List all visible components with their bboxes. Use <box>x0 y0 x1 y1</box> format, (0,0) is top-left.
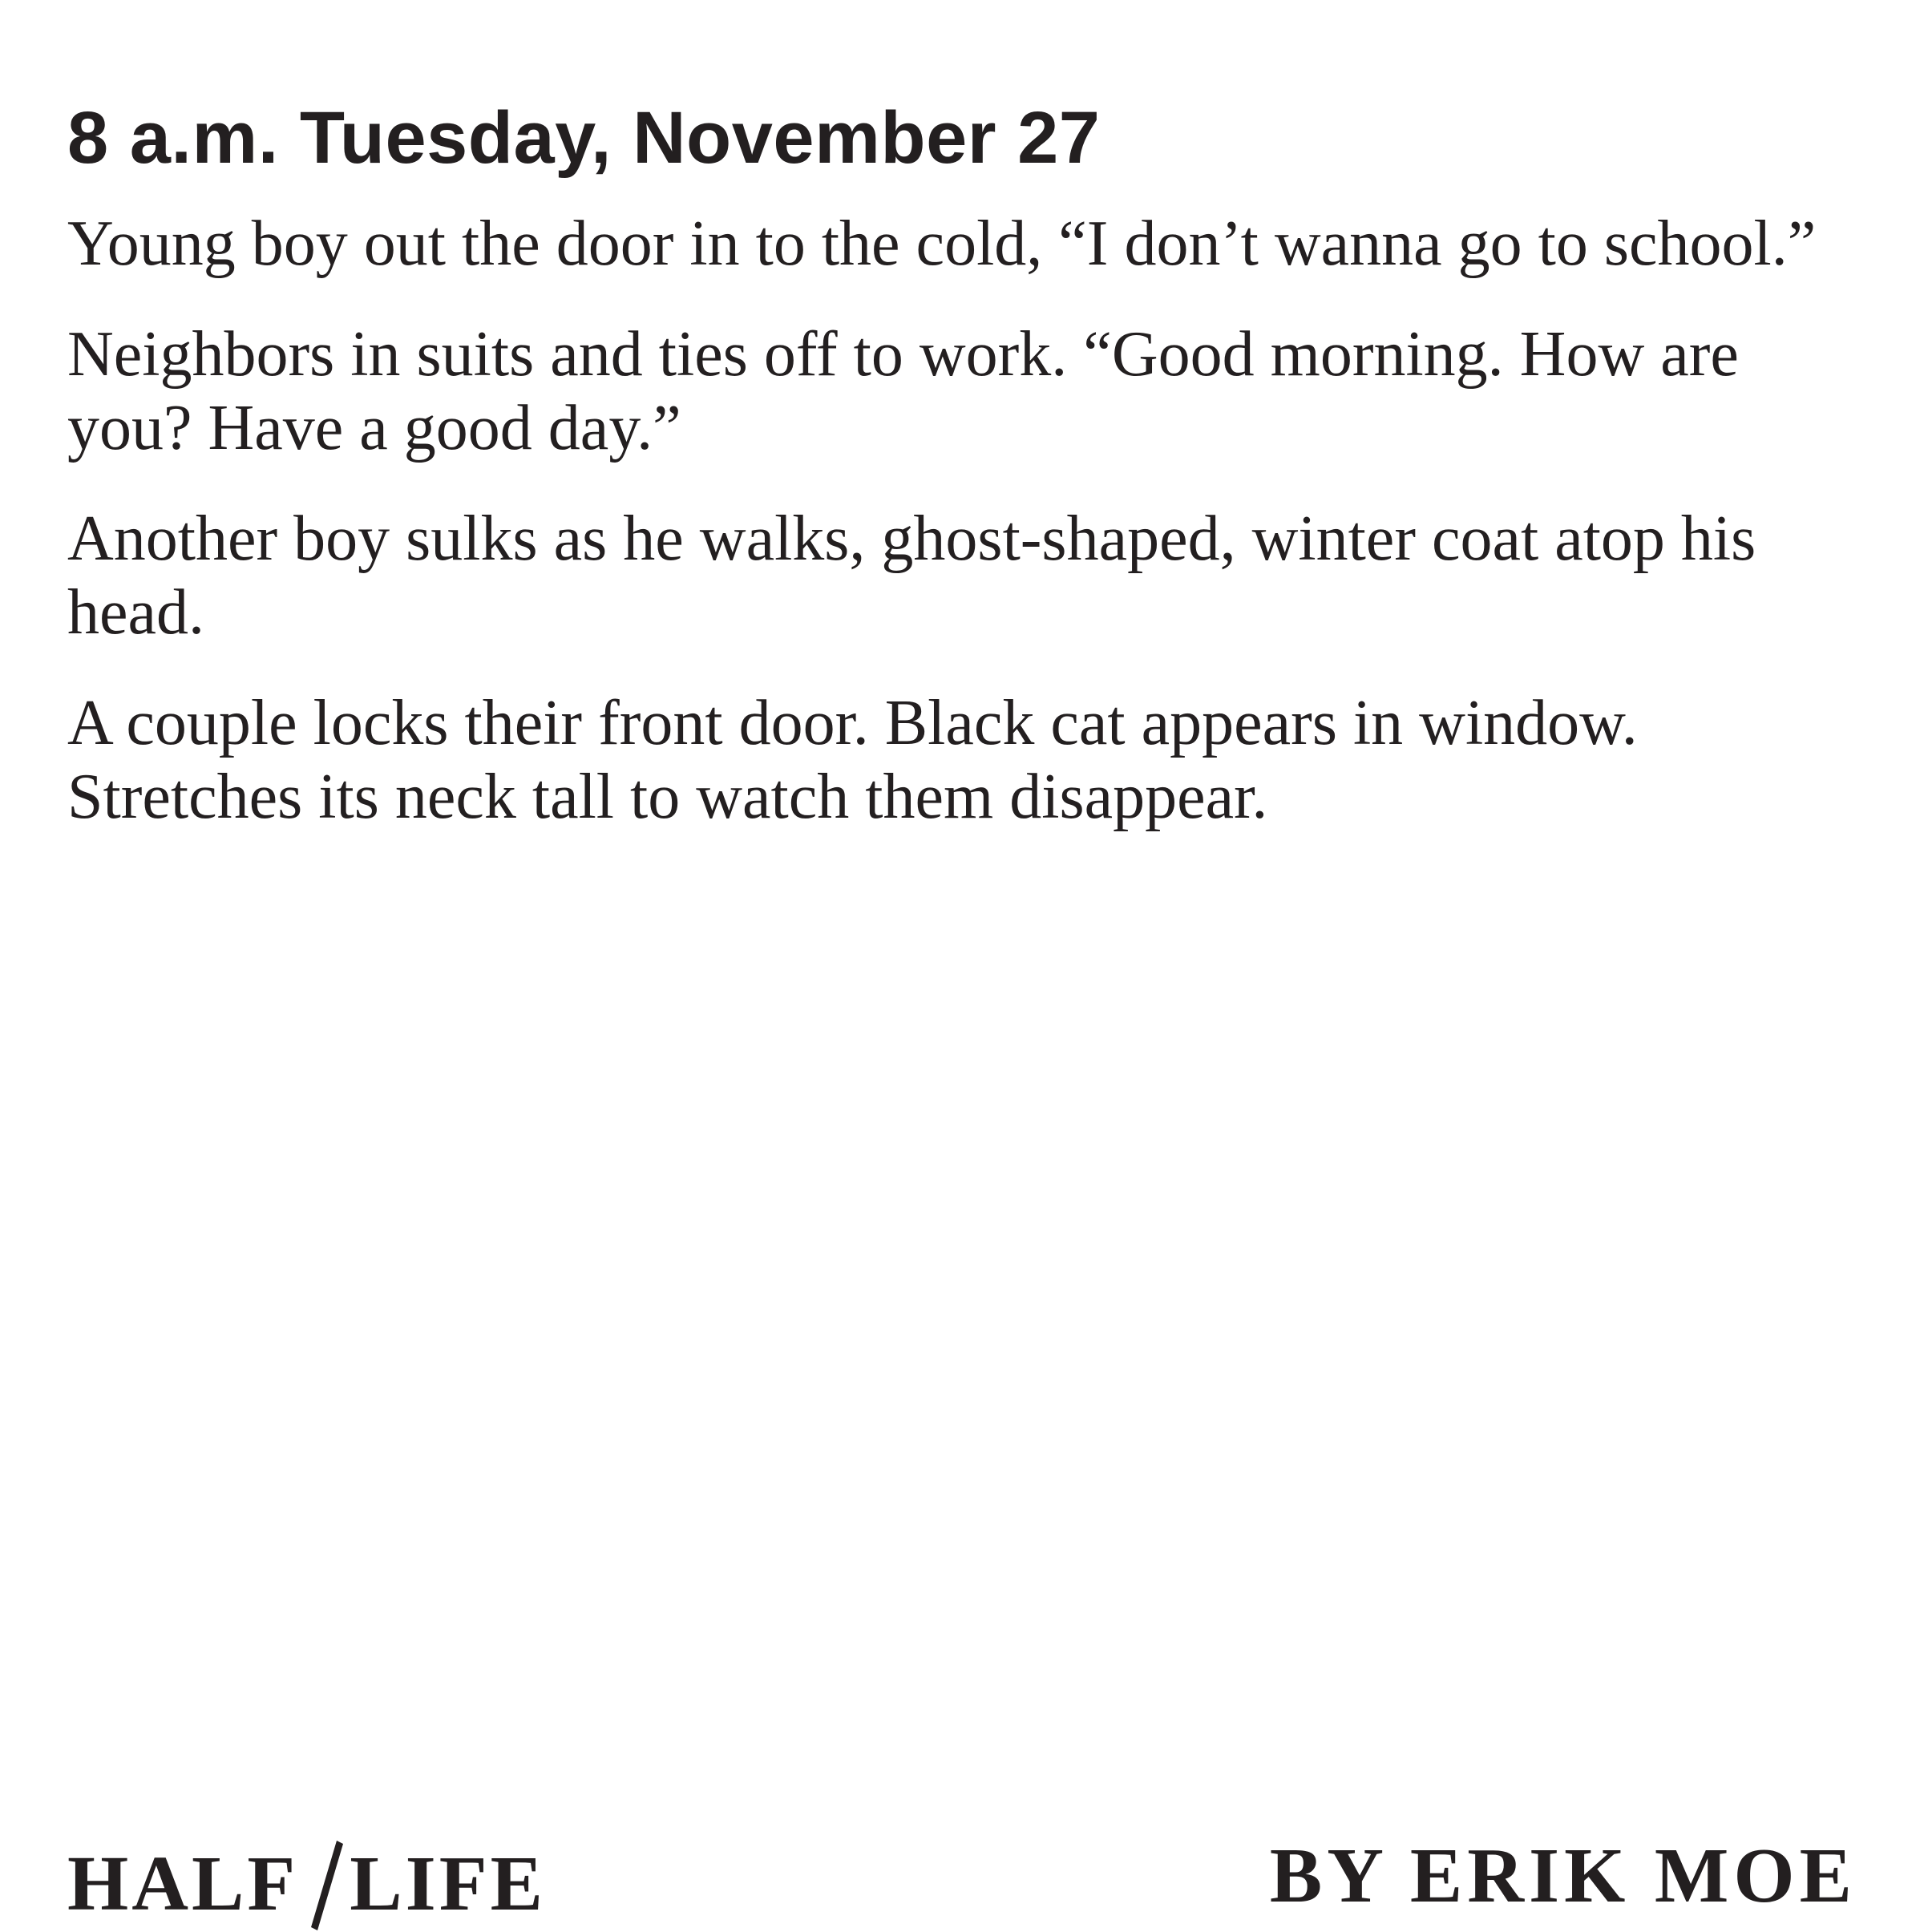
paragraph: Another boy sulks as he walks, ghost-shaped, winter coat atop his head. <box>67 503 1756 648</box>
brand-right-text: LIFE <box>350 1841 546 1927</box>
paragraph: A couple locks their front door. Black cat appears in window. Stretches its neck tall to watch them disappear. <box>67 688 1638 832</box>
page-title: 8 a.m. Tuesday, November 27 <box>67 97 1101 179</box>
paragraph: Neighbors in suits and ties off to work. “Good morning. How are you? Have a good day.” <box>67 319 1739 463</box>
footer <box>67 1833 1857 1927</box>
paragraph: Young boy out the door in to the cold, “I don’t wanna go to school.” <box>67 208 1817 279</box>
article-body <box>67 207 1871 871</box>
brand-logo <box>67 1836 546 1932</box>
slash-icon <box>300 1836 348 1932</box>
brand-left-text: HALF <box>67 1841 299 1927</box>
author-byline: BY ERIK MOE <box>1269 1833 1857 1919</box>
